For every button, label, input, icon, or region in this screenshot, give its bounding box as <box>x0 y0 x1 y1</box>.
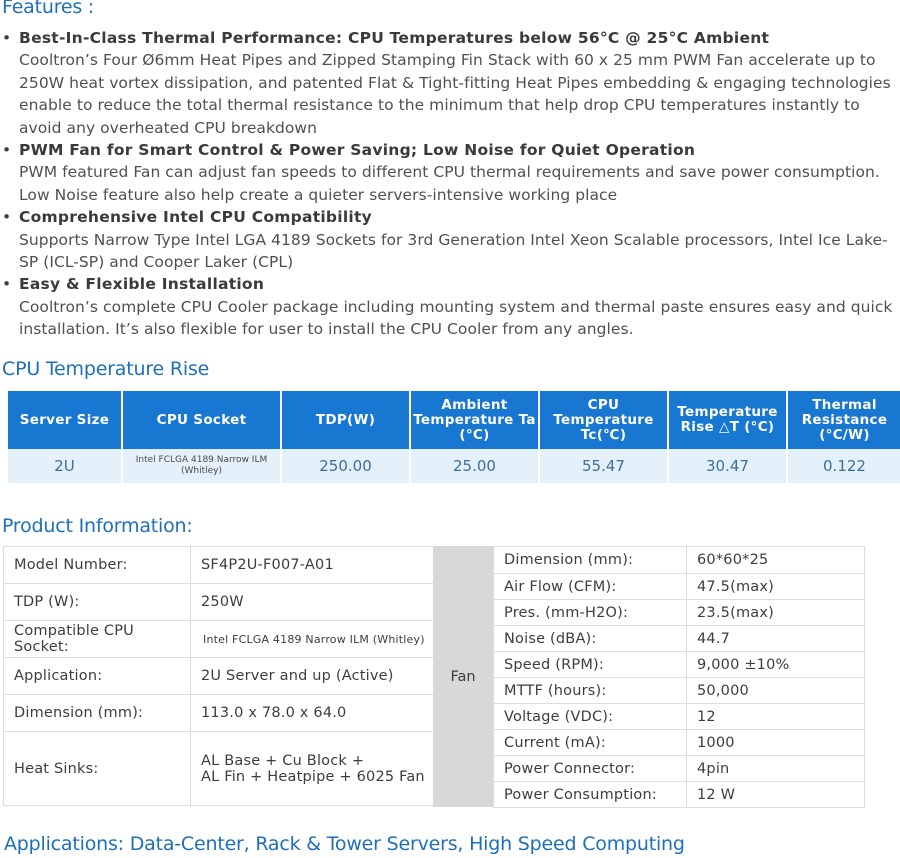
fan-spec-label: Power Consumption: <box>494 782 687 808</box>
bullet-icon: • <box>2 141 12 160</box>
feature-title: Best-In-Class Thermal Performance: CPU Temperatures below 56°C @ 25°C Ambient <box>19 29 770 47</box>
table-row <box>4 695 434 732</box>
feature-description: PWM featured Fan can adjust fan speeds to different CPU thermal requirements and save power consumption. Low Noise feature also help create a quieter servers-intensive working place <box>19 163 880 204</box>
fan-spec-value: 60*60*25 <box>687 547 865 574</box>
table-row <box>8 449 900 483</box>
spec-label: Compatible CPU Socket: <box>4 621 191 658</box>
col-tdp: TDP(W) <box>282 391 409 449</box>
cell-cpu-temp: 55.47 <box>540 449 667 483</box>
fan-spec-label: Voltage (VDC): <box>494 704 687 730</box>
applications-heading: Applications: Data-Center, Rack & Tower Servers, High Speed Computing <box>4 833 685 855</box>
fan-label: Fan <box>433 546 493 807</box>
fan-spec-value: 12 <box>687 704 865 730</box>
fan-spec-value: 23.5(max) <box>687 600 865 626</box>
table-row <box>4 658 434 695</box>
heat-sinks-line-1: AL Base + Cu Block + <box>201 752 365 769</box>
spec-label: Dimension (mm): <box>4 695 191 732</box>
spec-label: Application: <box>4 658 191 695</box>
spec-value: 113.0 x 78.0 x 64.0 <box>191 695 434 732</box>
table-row <box>494 547 865 574</box>
feature-description: Cooltron’s Four Ø6mm Heat Pipes and Zipped Stamping Fin Stack with 60 x 25 mm PWM Fan accelerate up to 250W heat vortex dissipation, and patented Flat & Tight-fitting Heat Pipes embedding & engaging technologies enable to reduce the total thermal resistance to the minimum that help drop CPU temperatures instantly to avoid any overheated CPU breakdown <box>19 51 891 137</box>
col-server-size: Server Size <box>8 391 121 449</box>
cell-server-size: 2U <box>8 449 121 483</box>
table-row <box>494 652 865 678</box>
feature-item <box>0 27 900 139</box>
product-info-heading: Product Information: <box>2 515 193 537</box>
fan-spec-label: Current (mA): <box>494 730 687 756</box>
fan-spec-label: Dimension (mm): <box>494 547 687 574</box>
col-cpu-temp: CPU Temperature Tc(℃) <box>540 391 667 449</box>
table-row <box>494 626 865 652</box>
table-row <box>494 730 865 756</box>
fan-spec-value: 1000 <box>687 730 865 756</box>
cell-cpu-socket: Intel FCLGA 4189 Narrow ILM (Whitley) <box>123 449 280 483</box>
bullet-icon: • <box>2 29 12 47</box>
col-cpu-socket: CPU Socket <box>123 391 280 449</box>
fan-spec-table <box>493 546 865 808</box>
table-header-row <box>8 391 900 449</box>
table-row <box>4 732 434 806</box>
fan-spec-value: 9,000 ±10% <box>687 652 865 678</box>
table-row <box>4 547 434 584</box>
table-row <box>494 600 865 626</box>
product-spec-table <box>3 546 434 806</box>
fan-spec-label: Air Flow (CFM): <box>494 574 687 600</box>
cell-temp-rise: 30.47 <box>669 449 786 483</box>
feature-item <box>0 139 900 206</box>
fan-spec-label: Speed (RPM): <box>494 652 687 678</box>
fan-spec-value: 50,000 <box>687 678 865 704</box>
feature-item <box>0 206 900 273</box>
spec-value: SF4P2U-F007-A01 <box>191 547 434 584</box>
fan-spec-label: Power Connector: <box>494 756 687 782</box>
spec-value: Intel FCLGA 4189 Narrow ILM (Whitley) <box>191 621 434 658</box>
spec-label: TDP (W): <box>4 584 191 621</box>
feature-title: PWM Fan for Smart Control & Power Saving; Low Noise for Quiet Operation <box>19 141 696 160</box>
spec-value <box>191 732 434 806</box>
fan-spec-value: 44.7 <box>687 626 865 652</box>
table-row <box>494 678 865 704</box>
fan-spec-label: MTTF (hours): <box>494 678 687 704</box>
spec-value: 2U Server and up (Active) <box>191 658 434 695</box>
table-row <box>494 704 865 730</box>
table-row <box>4 584 434 621</box>
cell-thermal-resistance: 0.122 <box>788 449 900 483</box>
fan-spec-value: 47.5(max) <box>687 574 865 600</box>
spec-label: Model Number: <box>4 547 191 584</box>
table-row <box>494 574 865 600</box>
bullet-icon: • <box>2 275 12 294</box>
features-heading: Features : <box>2 0 95 18</box>
col-temp-rise: Temperature Rise △T (°C) <box>669 391 786 449</box>
heat-sinks-line-2: AL Fin + Heatpipe + 6025 Fan <box>201 768 425 785</box>
spec-label: Heat Sinks: <box>4 732 191 806</box>
feature-title: Easy & Flexible Installation <box>19 275 265 294</box>
table-row <box>4 621 434 658</box>
temperature-rise-heading: CPU Temperature Rise <box>2 358 210 380</box>
fan-spec-label: Noise (dBA): <box>494 626 687 652</box>
fan-spec-value: 12 W <box>687 782 865 808</box>
temperature-rise-table <box>6 391 900 483</box>
bullet-icon: • <box>2 208 12 227</box>
col-thermal-resistance: Thermal Resistance (°C/W) <box>788 391 900 449</box>
feature-item <box>0 273 900 340</box>
fan-spec-value: 4pin <box>687 756 865 782</box>
feature-description: Supports Narrow Type Intel LGA 4189 Sockets for 3rd Generation Intel Xeon Scalable processors, Intel Ice Lake-SP (ICL-SP) and Cooper Laker (CPL) <box>19 230 888 272</box>
table-row <box>494 756 865 782</box>
features-list <box>0 27 900 341</box>
spec-value: 250W <box>191 584 434 621</box>
table-row <box>494 782 865 808</box>
cell-tdp: 250.00 <box>282 449 409 483</box>
col-ambient-temp: Ambient Temperature Ta (°C) <box>411 391 538 449</box>
feature-description: Cooltron’s complete CPU Cooler package including mounting system and thermal paste ensures easy and quick installation. It’s also flexible for user to install the CPU Cooler from any angles. <box>19 297 893 339</box>
feature-title: Comprehensive Intel CPU Compatibility <box>19 208 372 227</box>
fan-spec-label: Pres. (mm-H2O): <box>494 600 687 626</box>
cell-ambient-temp: 25.00 <box>411 449 538 483</box>
